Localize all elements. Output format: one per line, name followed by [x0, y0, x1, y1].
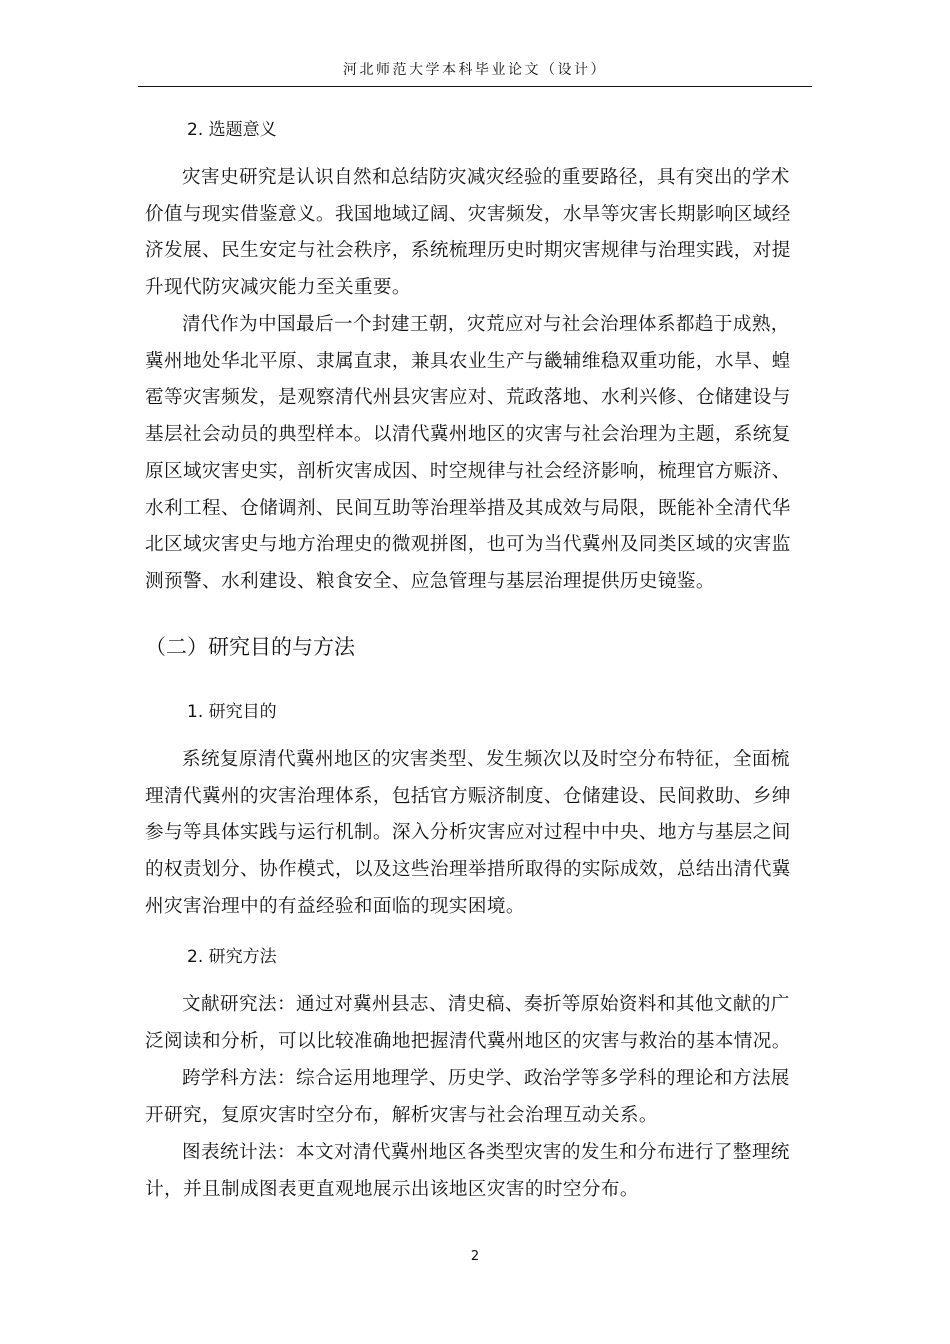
paragraph-method-statistics: 图表统计法：本文对清代冀州地区各类型灾害的发生和分布进行了整理统计，并且制成图表更直观地展示出该地区灾害的时空分布。 — [145, 1142, 790, 1200]
subheading-purpose: 1. 研究目的 — [187, 702, 277, 722]
paragraph-method-literature: 文献研究法：通过对冀州县志、清史稿、奏折等原始资料和其他文献的广泛阅读和分析，可以比较准确地把握清代冀州地区的灾害与救治的基本情况。 — [145, 994, 791, 1052]
paragraph-purpose: 系统复原清代冀州地区的灾害类型、发生频次以及时空分布特征，全面梳理清代冀州的灾害治理体系，包括官方赈济制度、仓储建设、民间救助、乡绅参与等具体实践与运行机制。深入分析灾害应对过程中中央、地方与基层之间的权责划分、协作模式，以及这些治理举措所取得的实际成效，总结出清代冀州灾害治理中的有益经验和面临的现实困境。 — [145, 749, 791, 917]
paragraph-significance-1: 灾害史研究是认识自然和总结防灾减灾经验的重要路径，具有突出的学术价值与现实借鉴意义。我国地域辽阔、灾害频发，水旱等灾害长期影响区域经济发展、民生安定与社会秩序，系统梳理历史时期灾害规律与治理实践，对提升现代防灾减灾能力至关重要。 — [145, 167, 791, 299]
running-header-title: 河北师范大学本科毕业论文（设计） — [343, 62, 607, 78]
subheading-methods: 2. 研究方法 — [187, 947, 277, 967]
section-heading-purpose-methods: （二）研究目的与方法 — [145, 635, 355, 659]
subheading-significance: 2. 选题意义 — [187, 120, 277, 140]
paragraph-method-interdisciplinary: 跨学科方法：综合运用地理学、历史学、政治学等多学科的理论和方法展开研究，复原灾害时空分布，解析灾害与社会治理互动关系。 — [145, 1068, 790, 1126]
header-divider — [138, 86, 812, 87]
paragraph-significance-2: 清代作为中国最后一个封建王朝，灾荒应对与社会治理体系都趋于成熟，冀州地处华北平原、隶属直隶，兼具农业生产与畿辅维稳双重功能，水旱、蝗雹等灾害频发，是观察清代州县灾害应对、荒政落地、水利兴修、仓储建设与基层社会动员的典型样本。以清代冀州地区的灾害与社会治理为主题，系统复原区域灾害史实，剖析灾害成因、时空规律与社会经济影响，梳理官方赈济、水利工程、仓储调剂、民间互助等治理举措及其成效与局限，既能补全清代华北区域灾害史与地方治理史的微观拼图，也可为当代冀州及同类区域的灾害监测预警、水利建设、粮食安全、应急管理与基层治理提供历史镜鉴。 — [145, 314, 791, 592]
page-number: 2 — [470, 1249, 480, 1264]
